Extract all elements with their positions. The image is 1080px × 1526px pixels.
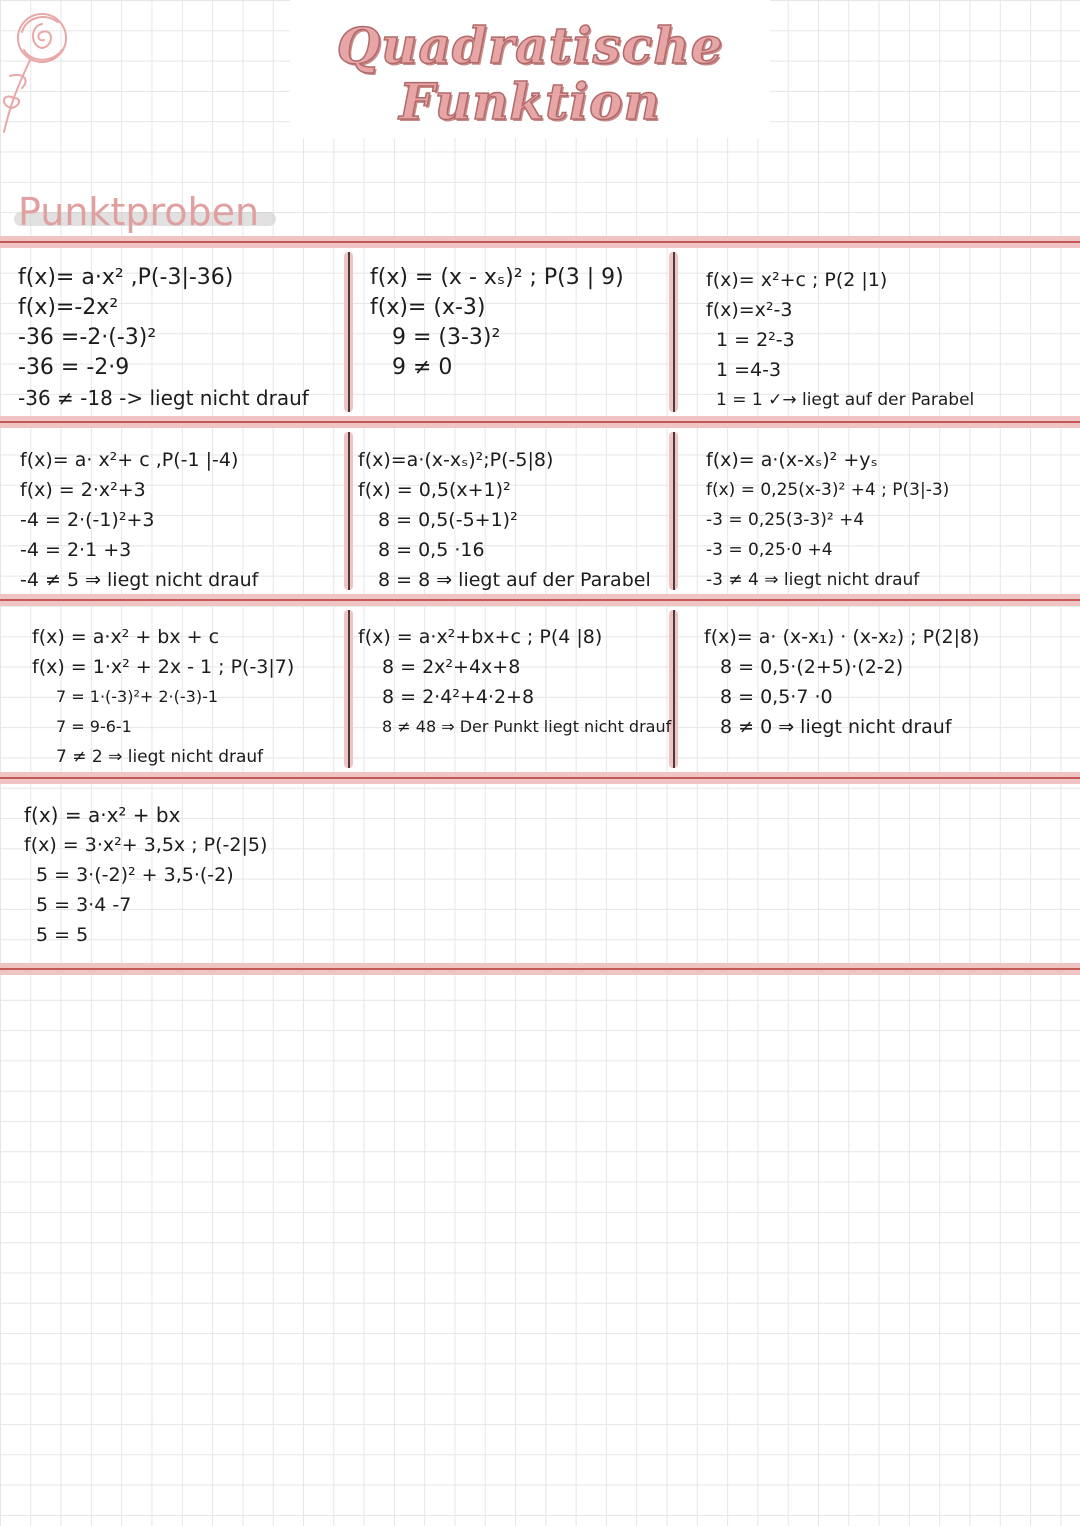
column-divider [344, 432, 353, 590]
equation-line: f(x) = 2·x²+3 [20, 479, 146, 501]
equation-line: 7 = 9-6-1 [56, 717, 132, 736]
equation-line: 1 =4-3 [716, 359, 782, 381]
separator-band [0, 772, 1080, 784]
equation-line: f(x) = a·x² + bx [24, 803, 181, 827]
example-r4 [24, 800, 267, 950]
equation-line: -36 =-2·(-3)² [18, 325, 157, 350]
equation-line: 8 = 0,5·7 ·0 [720, 686, 833, 708]
example-r2-c3 [706, 445, 949, 595]
example-r3-c3 [704, 622, 979, 742]
separator-band [0, 416, 1080, 428]
equation-line: 8 ≠ 0 ⇒ liegt nicht drauf [720, 716, 952, 738]
equation-line: f(x) = 0,5(x+1)² [358, 479, 511, 501]
equation-line: f(x)= x²+c ; P(2 |1) [706, 269, 888, 291]
equation-line: f(x) = a·x² + bx + c [32, 626, 220, 648]
equation-line: 8 = 0,5(-5+1)² [378, 509, 518, 531]
equation-line: 8 = 0,5·(2+5)·(2-2) [720, 656, 904, 678]
equation-line: f(x)= (x-3) [370, 295, 486, 320]
equation-line: f(x)=x²-3 [706, 299, 793, 321]
separator-band [0, 594, 1080, 606]
equation-line: f(x) = a·x²+bx+c ; P(4 |8) [358, 626, 603, 648]
equation-line: 9 = (3-3)² [392, 325, 501, 350]
section-heading: Punktproben [18, 190, 260, 234]
equation-line: f(x)= a· x²+ c ,P(-1 |-4) [20, 449, 239, 471]
page-title-line1: Quadratische [336, 16, 724, 75]
example-r3-c1 [32, 622, 294, 772]
equation-line: -3 = 0,25·0 +4 [706, 540, 833, 560]
equation-line: -36 = -2·9 [18, 355, 130, 380]
equation-line: 1 = 2²-3 [716, 329, 795, 351]
separator-band [0, 963, 1080, 975]
equation-line: f(x)=a·(x-xₛ)²;P(-5|8) [358, 449, 554, 471]
example-r1-c3 [706, 265, 974, 415]
equation-line: 5 = 3·4 -7 [36, 894, 132, 916]
example-r1-c1 [18, 263, 309, 413]
equation-line: 5 = 5 [36, 924, 89, 946]
page-title-line2: Funktion [399, 72, 661, 131]
equation-line: -4 = 2·(-1)²+3 [20, 509, 155, 531]
equation-line: 8 = 0,5 ·16 [378, 539, 485, 561]
rose-doodle [0, 2, 80, 142]
equation-line: f(x)= a·x² ,P(-3|-36) [18, 265, 234, 290]
equation-line: -36 ≠ -18 -> liegt nicht drauf [18, 386, 309, 410]
equation-line: 1 = 1 ✓→ liegt auf der Parabel [716, 390, 975, 410]
equation-line: f(x) = 1·x² + 2x - 1 ; P(-3|7) [32, 656, 295, 678]
equation-line: 7 ≠ 2 ⇒ liegt nicht drauf [56, 747, 264, 767]
column-divider [669, 252, 678, 412]
equation-line: 7 = 1·(-3)²+ 2·(-3)-1 [56, 687, 219, 706]
column-divider [344, 610, 353, 768]
equation-line: -4 = 2·1 +3 [20, 539, 132, 561]
equation-line: -3 ≠ 4 ⇒ liegt nicht drauf [706, 570, 920, 590]
equation-line: 8 = 8 ⇒ liegt auf der Parabel [378, 569, 651, 591]
column-divider [344, 252, 353, 412]
example-r2-c2 [358, 445, 651, 595]
separator-band [0, 236, 1080, 248]
equation-line: f(x)=-2x² [18, 295, 119, 320]
equation-line: f(x) = (x - xₛ)² ; P(3 | 9) [370, 265, 624, 290]
equation-line: 8 = 2·4²+4·2+8 [382, 686, 535, 708]
column-divider [669, 432, 678, 590]
equation-line: 5 = 3·(-2)² + 3,5·(-2) [36, 864, 234, 886]
equation-line: f(x) = 0,25(x-3)² +4 ; P(3|-3) [706, 480, 950, 500]
equation-line: 8 = 2x²+4x+8 [382, 656, 521, 678]
equation-line: f(x)= a· (x-x₁) · (x-x₂) ; P(2|8) [704, 626, 980, 648]
example-r3-c2 [358, 622, 671, 742]
equation-line: f(x) = 3·x²+ 3,5x ; P(-2|5) [24, 834, 268, 856]
equation-line: -4 ≠ 5 ⇒ liegt nicht drauf [20, 569, 259, 591]
example-r2-c1 [20, 445, 258, 595]
equation-line: 8 ≠ 48 ⇒ Der Punkt liegt nicht drauf [382, 717, 672, 736]
equation-line: f(x)= a·(x-xₛ)² +yₛ [706, 449, 878, 471]
equation-line: 9 ≠ 0 [392, 355, 453, 380]
example-r1-c2 [370, 263, 624, 383]
equation-line: -3 = 0,25(3-3)² +4 [706, 510, 865, 530]
